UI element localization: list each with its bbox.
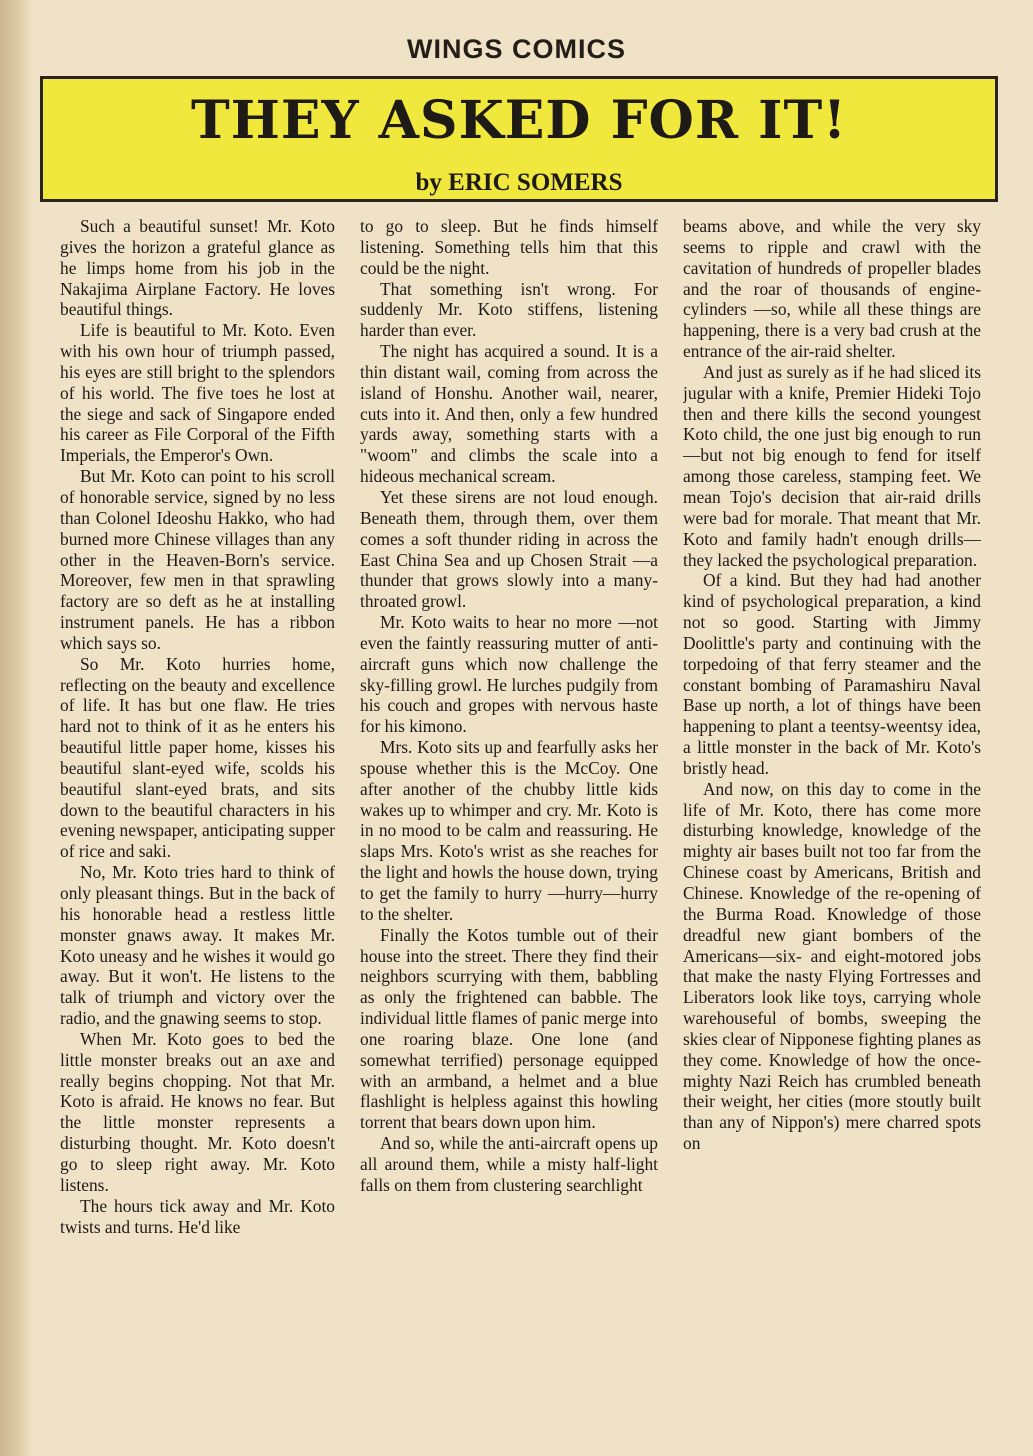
paragraph: Of a kind. But they had had another kind of psychological preparation, a kind not so good. Starting with Jimmy Doolittle's party and continuing with the torpedoing of that ferry steamer and the constant bombing of Paramashiru Naval Base up north, a lot of things have been happening to plant a teentsy-weentsy idea, a little monster in the back of Mr. Koto's bristly head. xyxy=(683,570,981,778)
paragraph: Mrs. Koto sits up and fearfully asks her spouse whether this is the McCoy. One after another of the chubby little kids wakes up to whimper and cry. Mr. Koto is in no mood to be calm and reassuring. He slaps Mrs. Koto's wrist as she reaches for the light and howls the house down, trying to get the family to hurry —hurry—hurry to the shelter. xyxy=(360,737,658,924)
article-columns xyxy=(60,216,1005,1452)
paragraph: And just as surely as if he had sliced its jugular with a knife, Premier Hideki Tojo then and there kills the second youngest Koto child, the one just big enough to run—but not big enough to fend for itself among those careless, stamping feet. We mean Tojo's decision that air-raid drills were bad for morale. That meant that Mr. Koto and family hadn't enough drills—they lacked the psychological preparation. xyxy=(683,361,981,570)
title-box xyxy=(40,76,998,202)
running-head: WINGS COMICS xyxy=(407,34,626,64)
paragraph: Life is beautiful to Mr. Koto. Even with his own hour of triumph passed, his eyes are still bright to the splendors of his world. The five toes he lost at the siege and sack of Singapore ended his career as File Corporal of the Fifth Imperials, the Emperor's Own. xyxy=(60,320,335,466)
paragraph: No, Mr. Koto tries hard to think of only pleasant things. But in the back of his honorable head a restless little monster gnaws away. It makes Mr. Koto uneasy and he wishes it would go away. But it won't. He listens to the talk of triumph and victory over the radio, and the gnawing seems to stop. xyxy=(60,862,335,1029)
paragraph: When Mr. Koto goes to bed the little monster breaks out an axe and really begins chopping. Not that Mr. Koto is afraid. He knows no fear. But the little monster represents a disturbing thought. Mr. Koto doesn't go to sleep right away. Mr. Koto listens. xyxy=(60,1028,335,1195)
paragraph-continued: to go to sleep. But he finds himself listening. Something tells him that this could be the night. xyxy=(360,216,658,278)
story-title: THEY ASKED FOR IT! xyxy=(191,90,847,151)
paragraph: So Mr. Koto hurries home, reflecting on the beauty and excellence of life. It has but one flaw. He tries hard not to think of it as he enters his beautiful little paper home, kisses his beautiful slant-eyed wife, scolds his beautiful slant-eyed brats, and sits down to the beautiful characters in his evening newspaper, anticipating supper of rice and saki. xyxy=(60,653,335,862)
column-2 xyxy=(360,216,658,1452)
paragraph: Finally the Kotos tumble out of their house into the street. There they find their neighbors scurrying with them, babbling as only the frightened can babble. The individual little flames of panic merge into one roaring blaze. One lone (and somewhat terrified) personage equipped with an armband, a helmet and a blue flashlight is helpless against this howling torrent that bears down upon him. xyxy=(360,924,658,1133)
byline: by ERIC SOMERS xyxy=(415,169,623,196)
page-gutter-edge xyxy=(0,0,32,1456)
paragraph: And now, on this day to come in the life of Mr. Koto, there has come more disturbing knowledge, knowledge of the mighty air bases built not too far from the Chinese coast by Americans, British and Chinese. Knowledge of the re-opening of the Burma Road. Knowledge of those dreadful new giant bombers of the Americans—six- and eight-motored jobs that make the nasty Flying Fortresses and Liberators look like toys, carrying whole warehouseful of bombs, sweeping the skies clear of Nipponese fighting planes as they come. Knowledge of how the once-mighty Nazi Reich has crumbled beneath their weight, her cities (more stoutly built than any of Nippon's) mere charred spots on xyxy=(683,778,981,1154)
column-3 xyxy=(683,216,981,1452)
paragraph: The night has acquired a sound. It is a thin distant wail, coming from across the island of Honshu. Another wail, nearer, cuts into it. And then, only a few hundred yards away, something starts with a "woom" and climbs the scale into a hideous mechanical scream. xyxy=(360,341,658,487)
paragraph: Yet these sirens are not loud enough. Beneath them, through them, over them comes a soft thunder riding in across the East China Sea and up Chosen Strait —a thunder that grows slowly into a many-throated growl. xyxy=(360,486,658,612)
paragraph: Such a beautiful sunset! Mr. Koto gives the horizon a grateful glance as he limps home from his job in the Nakajima Airplane Factory. He loves beautiful things. xyxy=(60,216,335,320)
paragraph: That something isn't wrong. For suddenly Mr. Koto stiffens, listening harder than ever. xyxy=(360,278,658,341)
paragraph: And so, while the anti-aircraft opens up all around them, while a misty half-light falls on them from clustering searchlight xyxy=(360,1133,658,1195)
paragraph: Mr. Koto waits to hear no more —not even the faintly reassuring mutter of anti-aircraft guns which now challenge the sky-filling growl. He lurches pudgily from his couch and gropes with nervous haste for his kimono. xyxy=(360,612,658,737)
paragraph: But Mr. Koto can point to his scroll of honorable service, signed by no less than Colonel Ideoshu Hakko, who had burned more Chinese villages than any other in the Heaven-Born's service. Moreover, few men in that sprawling factory are so deft as he at installing instrument panels. He has a ribbon which says so. xyxy=(60,466,335,653)
paragraph: The hours tick away and Mr. Koto twists and turns. He'd like xyxy=(60,1195,335,1237)
paragraph-continued: beams above, and while the very sky seems to ripple and crawl with the cavitation of hundreds of propeller blades and the roar of thousands of engine-cylinders —so, while all these things are happening, there is a very bad crush at the entrance of the air-raid shelter. xyxy=(683,216,981,362)
column-1 xyxy=(60,216,335,1452)
